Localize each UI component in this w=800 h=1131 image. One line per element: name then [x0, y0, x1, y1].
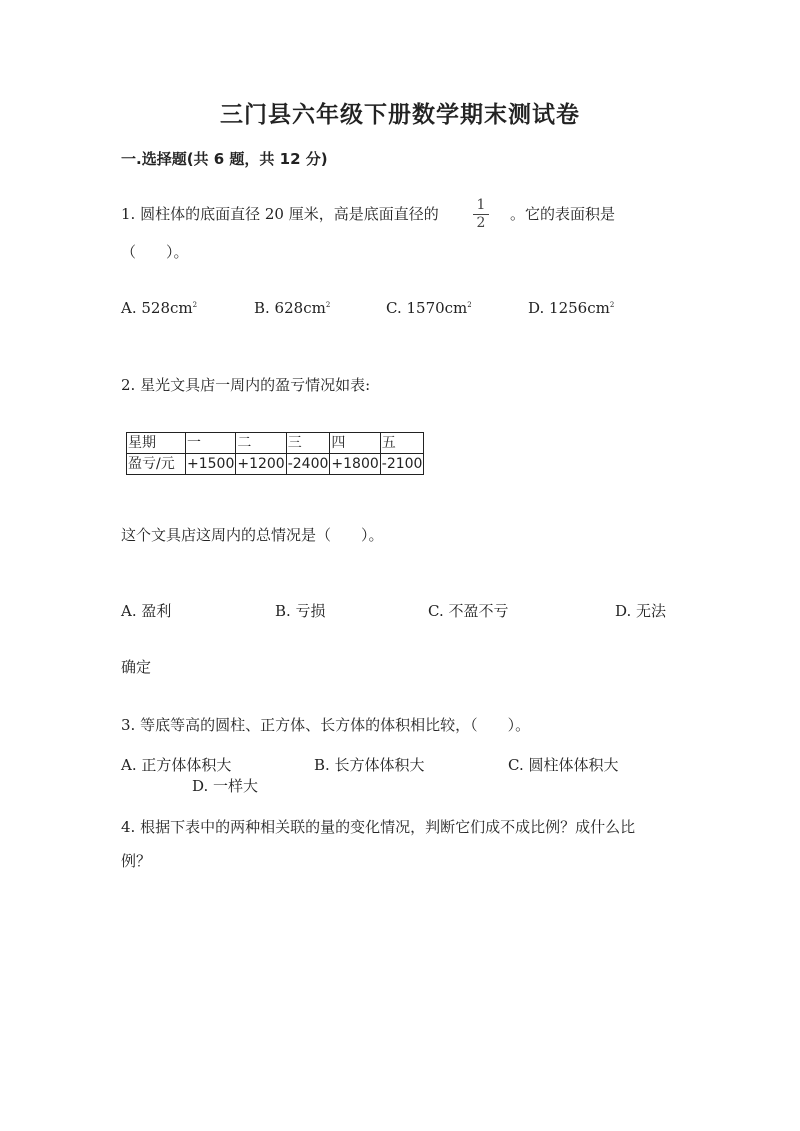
q1-option-d: D. $1256cm^2$	[528, 299, 615, 317]
fraction-denominator: 2	[476, 215, 486, 231]
q1-blank: （ ）。	[121, 243, 189, 261]
table-cell: 盈亏/元	[127, 454, 186, 475]
q2-option-b: B. 亏损	[275, 602, 326, 620]
table-cell: -2100	[380, 454, 424, 475]
q3-text: 3. 等底等高的圆柱、正方体、长方体的体积相比较，（ ）。	[121, 716, 531, 734]
q1-fraction	[472, 198, 490, 231]
table-cell: +1800	[330, 454, 380, 475]
q2-option-a: A. 盈利	[121, 602, 172, 620]
q1-option-a: A. $528cm^2$	[121, 299, 198, 317]
fraction-numerator: 1	[476, 197, 486, 213]
q2-question: 这个文具店这周内的总情况是（ ）。	[121, 526, 384, 544]
q3-option-d: D. 一样大	[192, 777, 259, 795]
q2-option-c: C. 不盈不亏	[428, 602, 509, 620]
q4-text-line1: 4. 根据下表中的两种相关联的量的变化情况，判断它们成不成比例？成什么比	[121, 818, 636, 836]
q1-option-c: C. $1570cm^2$	[386, 299, 472, 317]
q1-text-after: 。它的表面积是	[510, 205, 616, 223]
page-title: 三门县六年级下册数学期末测试卷	[220, 102, 580, 128]
table-cell: 五	[380, 433, 424, 454]
table-row	[127, 433, 424, 454]
profit-table	[126, 432, 424, 475]
table-cell: 二	[236, 433, 286, 454]
table-cell: -2400	[286, 454, 330, 475]
table-cell: 一	[186, 433, 236, 454]
q2-option-d-cont: 确定	[121, 658, 152, 676]
q3-option-a: A. 正方体体积大	[121, 756, 232, 774]
q3-option-b: B. 长方体体积大	[314, 756, 425, 774]
q1-text: 1. 圆柱体的底面直径 20 厘米，高是底面直径的	[121, 205, 439, 223]
q2-option-d: D. 无法	[615, 602, 667, 620]
q4-text-line2: 例？	[121, 852, 152, 870]
table-cell: 星期	[127, 433, 186, 454]
table-cell: +1200	[236, 454, 286, 475]
table-row	[127, 454, 424, 475]
q1-option-b: B. $628cm^2$	[254, 299, 331, 317]
section-heading: 一.选择题(共 6 题，共 12 分)	[121, 150, 328, 168]
q3-option-c: C. 圆柱体体积大	[508, 756, 619, 774]
q2-text: 2. 星光文具店一周内的盈亏情况如表:	[121, 376, 371, 394]
table-cell: +1500	[186, 454, 236, 475]
table-cell: 四	[330, 433, 380, 454]
table-cell: 三	[286, 433, 330, 454]
